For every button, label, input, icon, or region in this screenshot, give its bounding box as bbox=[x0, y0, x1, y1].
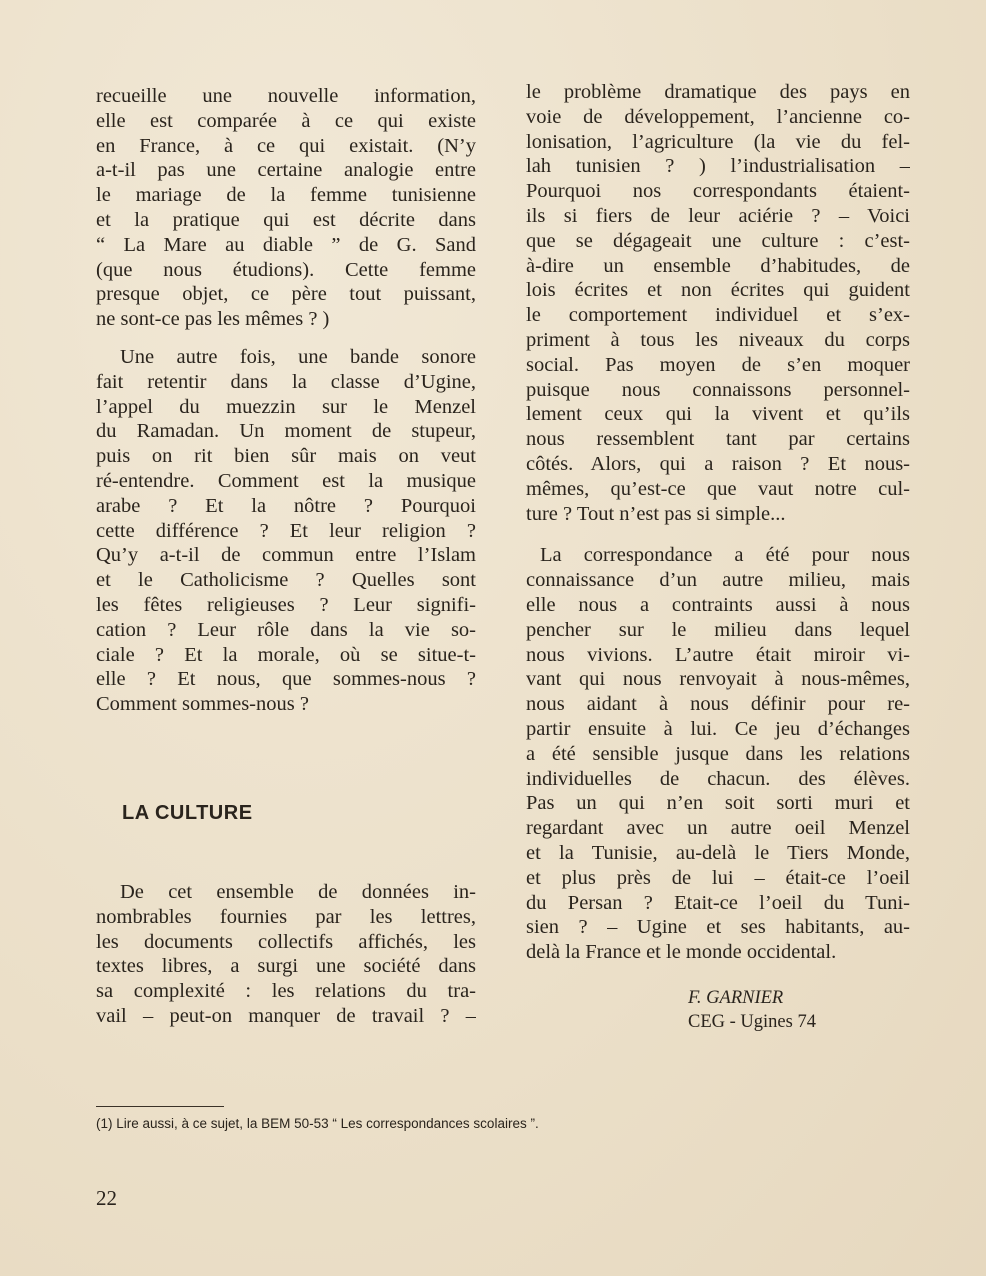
footnote-divider bbox=[96, 1106, 224, 1107]
text-line: fait retentir dans la classe d’Ugine, bbox=[96, 370, 476, 393]
text-line: vant qui nous renvoyait à nous-mêmes, bbox=[526, 668, 910, 691]
text-line: nous vivions. L’autre était miroir vi- bbox=[526, 643, 910, 666]
text-line: ture ? Tout n’est pas si simple... bbox=[526, 502, 786, 525]
text-line: Pas un qui n’en soit sorti muri et bbox=[526, 792, 910, 815]
text-line: côtés. Alors, qui a raison ? Et nous- bbox=[526, 452, 910, 475]
text-line: connaissance d’un autre milieu, mais bbox=[526, 569, 910, 592]
right-paragraph-2 bbox=[526, 543, 910, 965]
text-line: et le Catholicisme ? Quelles sont bbox=[96, 569, 476, 592]
text-line: individuelles de chacun. des élèves. bbox=[526, 767, 910, 790]
text-line: cette différence ? Et leur religion ? bbox=[96, 519, 476, 542]
text-line: du Ramadan. Un moment de stupeur, bbox=[96, 420, 476, 443]
text-line: les documents collectifs affichés, les bbox=[96, 930, 476, 953]
text-line: ne sont-ce pas les mêmes ? ) bbox=[96, 308, 330, 331]
text-line: les fêtes religieuses ? Leur signifi- bbox=[96, 593, 476, 616]
text-line: lah tunisien ? ) l’industrialisation – bbox=[526, 155, 910, 178]
text-line: lois écrites et non écrites qui guident bbox=[526, 279, 910, 302]
text-line: textes libres, a surgi une société dans bbox=[96, 955, 476, 978]
text-line: et la pratique qui est décrite dans bbox=[96, 208, 476, 231]
text-line: partir ensuite à lui. Ce jeu d’échanges bbox=[526, 717, 910, 740]
text-line: elle est comparée à ce qui existe bbox=[96, 109, 476, 132]
text-line: elle nous a contraints aussi à nous bbox=[526, 593, 910, 616]
text-line: cation ? Leur rôle dans la vie so- bbox=[96, 618, 476, 641]
text-line: nous aidant à nous définir pour re- bbox=[526, 693, 910, 716]
text-line: a été sensible jusque dans les relations bbox=[526, 742, 910, 765]
text-line: “ La Mare au diable ” de G. Sand bbox=[96, 233, 476, 256]
text-line: ré-entendre. Comment est la musique bbox=[96, 469, 476, 492]
text-line: sa complexité : les relations du tra- bbox=[96, 980, 476, 1003]
text-line: Une autre fois, une bande sonore bbox=[120, 345, 476, 368]
author-affiliation: CEG - Ugines 74 bbox=[688, 1012, 816, 1032]
text-line: elle ? Et nous, que sommes-nous ? bbox=[96, 668, 476, 691]
text-line: en France, à ce qui existait. (N’y bbox=[96, 134, 476, 157]
text-line: lonisation, l’agriculture (la vie du fel- bbox=[526, 130, 910, 153]
text-line: l’appel du muezzin sur le Menzel bbox=[96, 395, 476, 418]
text-line: puisque nous connaissons personnel- bbox=[526, 378, 910, 401]
right-column bbox=[526, 80, 910, 965]
text-line: à-dire un ensemble d’habitudes, de bbox=[526, 254, 910, 277]
text-line: le problème dramatique des pays en bbox=[526, 81, 910, 103]
text-line: mêmes, qu’est-ce que vaut notre cul- bbox=[526, 477, 910, 500]
right-paragraph-1 bbox=[526, 80, 910, 526]
text-line: delà la France et le monde occidental. bbox=[526, 941, 837, 964]
left-paragraph-3 bbox=[96, 880, 476, 1029]
text-line: nous ressemblent tant par certains bbox=[526, 428, 910, 451]
text-line: ciale ? Et la morale, où se situe-t- bbox=[96, 643, 476, 666]
text-line: priment à tous les niveaux du corps bbox=[526, 328, 910, 351]
text-line: du Persan ? Etait-ce l’oeil du Tuni- bbox=[526, 891, 910, 914]
text-line: puis on rit bien sûr mais on veut bbox=[96, 445, 476, 468]
text-line: nombrables fournies par les lettres, bbox=[96, 905, 476, 928]
text-line: Qu’y a-t-il de commun entre l’Islam bbox=[96, 544, 476, 567]
section-heading: LA CULTURE bbox=[122, 802, 253, 824]
left-column bbox=[96, 84, 476, 717]
text-line: vail – peut-on manquer de travail ? – bbox=[96, 1004, 476, 1027]
text-line: et plus près de lui – était-ce l’oeil bbox=[526, 866, 910, 889]
footnote: (1) Lire aussi, à ce sujet, la BEM 50-53 “ Les correspondances scolaires ”. bbox=[96, 1116, 539, 1131]
text-line: que se dégageait une culture : c’est- bbox=[526, 229, 910, 252]
text-line: arabe ? Et la nôtre ? Pourquoi bbox=[96, 494, 476, 517]
left-paragraph-2 bbox=[96, 345, 476, 717]
text-line: (que nous étudions). Cette femme bbox=[96, 258, 476, 281]
text-line: pencher sur le milieu dans lequel bbox=[526, 618, 910, 641]
page-number: 22 bbox=[96, 1186, 117, 1210]
text-line: recueille une nouvelle information, bbox=[96, 85, 476, 107]
text-line: De cet ensemble de données in- bbox=[120, 881, 476, 903]
text-line: Pourquoi nos correspondants étaient- bbox=[526, 180, 910, 203]
text-line: le comportement individuel et s’ex- bbox=[526, 304, 910, 327]
text-line: a-t-il pas une certaine analogie entre bbox=[96, 159, 476, 182]
text-line: presque objet, ce père tout puissant, bbox=[96, 283, 476, 306]
text-line: ils si fiers de leur aciérie ? – Voici bbox=[526, 204, 910, 227]
text-line: sien ? – Ugine et ses habitants, au- bbox=[526, 916, 910, 939]
author-signature bbox=[688, 986, 816, 1034]
text-line: social. Pas moyen de s’en moquer bbox=[526, 353, 910, 376]
text-line: regardant avec un autre oeil Menzel bbox=[526, 817, 910, 840]
text-line: lement ceux qui la vivent et qu’ils bbox=[526, 403, 910, 426]
text-line: La correspondance a été pour nous bbox=[540, 544, 910, 567]
text-line: voie de développement, l’ancienne co- bbox=[526, 105, 910, 128]
text-line: Comment sommes-nous ? bbox=[96, 693, 309, 716]
text-line: et la Tunisie, au-delà le Tiers Monde, bbox=[526, 841, 910, 864]
author-name: F. GARNIER bbox=[688, 988, 784, 1008]
left-paragraph-1 bbox=[96, 84, 476, 332]
text-line: le mariage de la femme tunisienne bbox=[96, 184, 476, 207]
